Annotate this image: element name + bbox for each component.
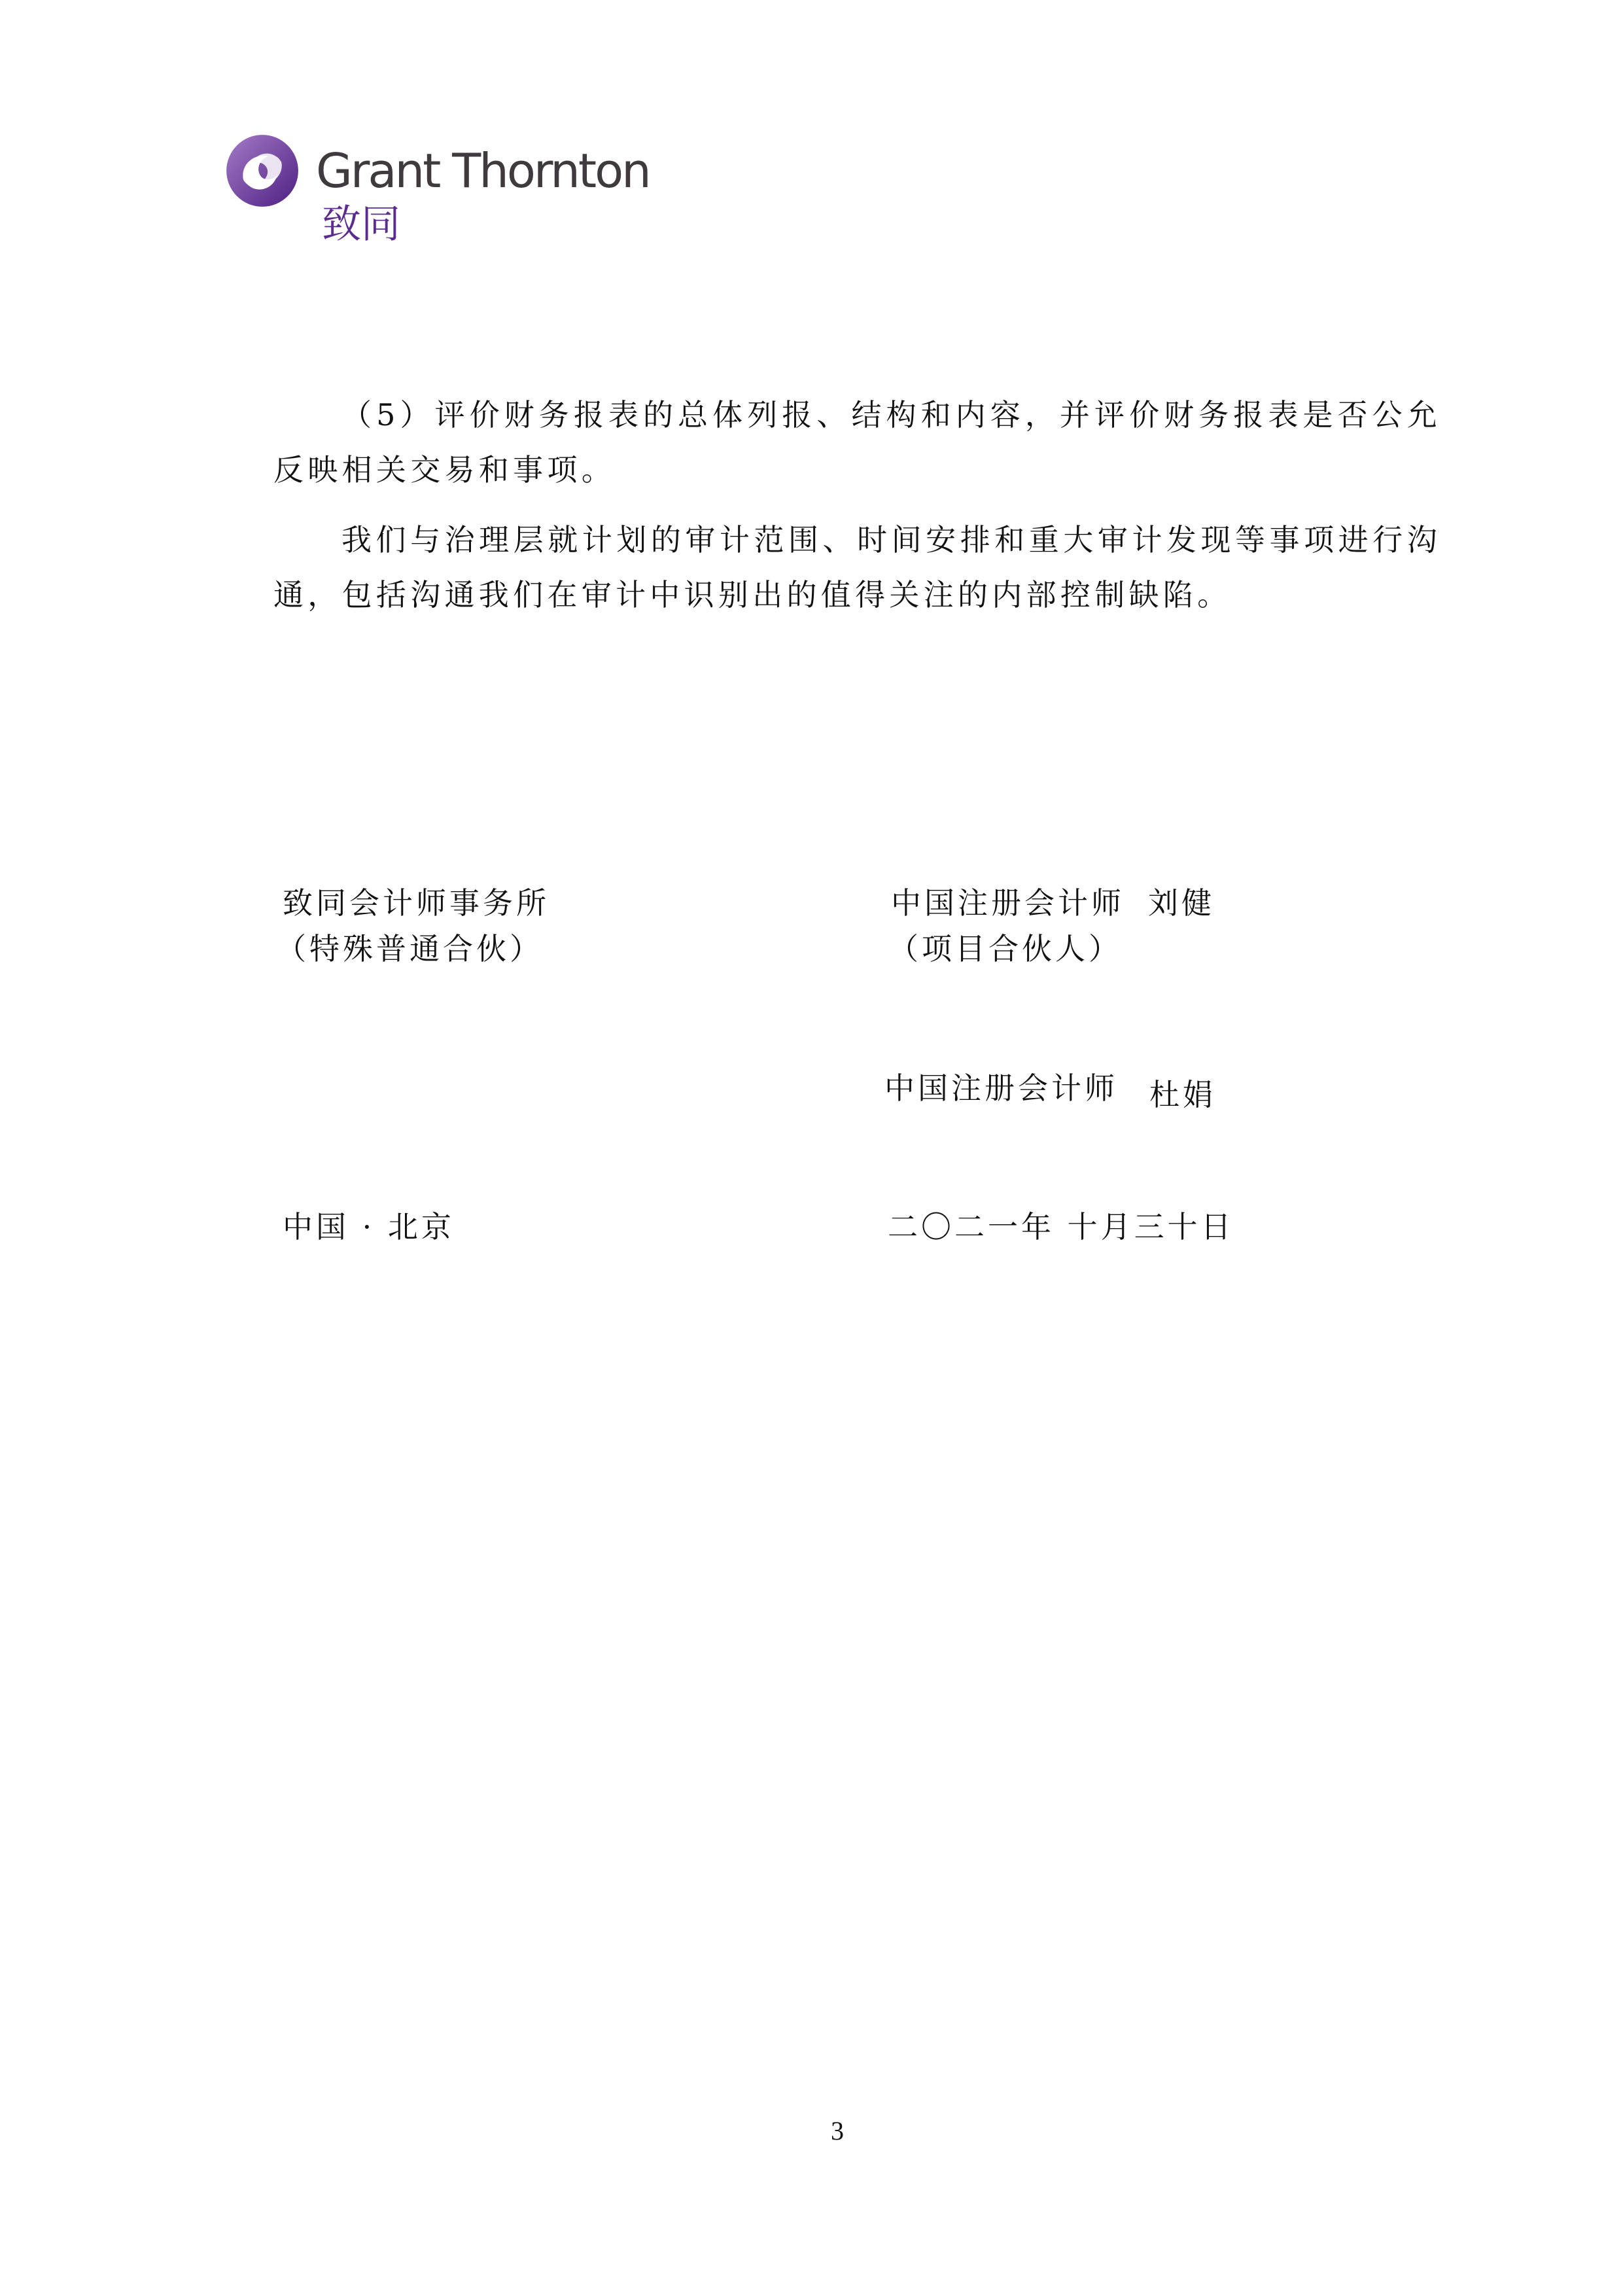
firm-name: 致同会计师事务所 [283,885,550,921]
grant-thornton-logo [226,134,650,252]
paragraph-governance-communication: 我们与治理层就计划的审计范围、时间安排和重大审计发现等事项进行沟通，包括沟通我们在审计中识别出的值得关注的内部控制缺陷。 [273,522,1441,612]
cpa-name-2: 杜娟 [1149,1077,1216,1112]
partner-role: （项目合伙人） [888,931,1122,966]
paragraph-evaluate-presentation: （5）评价财务报表的总体列报、结构和内容，并评价财务报表是否公允反映相关交易和事项。 [273,397,1441,487]
grant-thornton-emblem-icon [226,134,299,207]
logo-wordmark: Grant Thornton [316,143,650,198]
page-number: 3 [831,2116,844,2146]
cpa-title-1: 中国注册会计师 [891,885,1125,921]
logo-chinese-name: 致同 [322,202,400,247]
cpa-name-1: 刘健 [1148,885,1215,921]
location: 中国 · 北京 [283,1209,455,1245]
report-date: 二〇二一年 十月三十日 [888,1209,1234,1245]
firm-type: （特殊普通合伙） [276,931,543,966]
cpa-title-2: 中国注册会计师 [884,1070,1118,1106]
